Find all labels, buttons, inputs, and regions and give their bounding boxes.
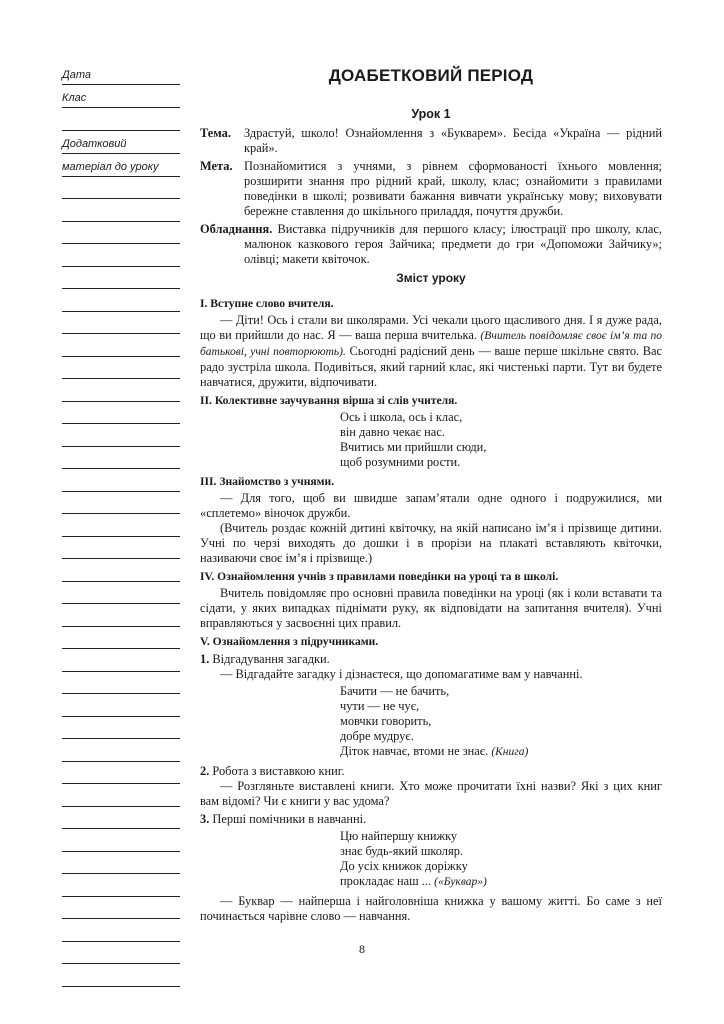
extra-material-field-2 xyxy=(62,154,180,177)
poem-line: Ось і школа, ось і клас, xyxy=(340,410,463,424)
note-line xyxy=(62,762,180,785)
primer-poem-line: До усіх книжок доріжку xyxy=(340,859,468,873)
note-line xyxy=(62,649,180,672)
primer-poem-line: знає будь-який школяр. xyxy=(340,844,463,858)
note-line xyxy=(62,694,180,717)
item-3-number: 3. xyxy=(200,812,210,826)
topic-label: Тема. xyxy=(200,126,231,140)
section-3-paragraph-2: (Вчитель роздає кожній дитині квіточку, на якій написано ім’я і прізвище дитини. Учні по черзі виходять до дошки і в прорізи на плакаті вставляють квіточки, називаючи своє ім’я і прізвище.) xyxy=(200,521,662,565)
primer-poem-line xyxy=(340,874,662,890)
note-line xyxy=(62,267,180,290)
note-line xyxy=(62,874,180,897)
item-1-number: 1. xyxy=(200,652,210,666)
class-label: Клас xyxy=(62,92,87,104)
note-line xyxy=(62,424,180,447)
primer-poem-answer: («Буквар») xyxy=(434,876,487,888)
item-3 xyxy=(200,812,662,827)
note-line xyxy=(62,537,180,560)
section-3-paragraph-1: — Для того, щоб ви швидше запам’ятали одне одного і подружилися, ми «сплетемо» віночок дружби. xyxy=(200,491,662,520)
equipment-row xyxy=(200,222,662,267)
item-1-text: Відгадування загадки. xyxy=(209,652,330,666)
section-4-heading: IV. Ознайомлення учнів з правилами поведінки на уроці та в школі. xyxy=(200,570,559,583)
note-line xyxy=(62,672,180,695)
item-2-number: 2. xyxy=(200,764,210,778)
riddle-line: Бачити — не бачить, xyxy=(340,684,450,698)
note-line xyxy=(62,199,180,222)
note-line xyxy=(62,289,180,312)
note-line xyxy=(62,829,180,852)
note-line xyxy=(62,739,180,762)
note-line xyxy=(62,919,180,942)
topic-row xyxy=(200,126,662,156)
date-field xyxy=(62,62,180,85)
note-line xyxy=(62,402,180,425)
primer-poem xyxy=(340,829,662,890)
item-2 xyxy=(200,764,662,779)
notes-sidebar xyxy=(62,62,180,987)
lesson-content xyxy=(200,62,662,924)
blank-line xyxy=(62,108,180,131)
primer-poem-last-line: прокладає наш ... xyxy=(340,874,435,888)
date-label: Дата xyxy=(62,69,92,81)
riddle-line xyxy=(340,744,662,760)
riddle-poem xyxy=(340,684,662,760)
extra-material-label-2: матеріал до уроку xyxy=(62,160,159,173)
section-4-paragraph: Вчитель повідомляє про основні правила поведінки на уроці (як і коли вставати та сідати, у яких випадках піднімати руку, як відповідати на запитання вчителя). Учні вправляються у засвоєнні цих правил. xyxy=(200,586,662,630)
note-line xyxy=(62,244,180,267)
note-line xyxy=(62,717,180,740)
content-title: Зміст уроку xyxy=(396,271,466,285)
riddle-line: мовчки говорить, xyxy=(340,714,432,728)
final-paragraph: — Буквар — найперша і найголовніша книжка у вашому житті. Бо саме з неї починається чарівне слово — навчання. xyxy=(200,894,662,923)
item-1 xyxy=(200,652,662,667)
section-3-heading: ІІІ. Знайомство з учнями. xyxy=(200,475,335,488)
goal-label: Мета. xyxy=(200,159,233,173)
section-1-stage-direction: (Вчитель повідомляє своє ім’я та по батькові, учні повторюють). xyxy=(200,330,662,358)
goal-row xyxy=(200,159,662,219)
note-line xyxy=(62,334,180,357)
equipment-text: Виставка підручників для першого класу; ілюстрації про школу, клас, малюнок казкового героя Зайчика; предмети до гри «Допоможи Зайчику»; олівці; макети квіточок. xyxy=(244,222,662,266)
riddle-last-line: Діток навчає, втоми не знає. xyxy=(340,744,492,758)
note-line xyxy=(62,514,180,537)
item-2-paragraph: — Розгляньте виставлені книги. Хто може прочитати їхні назви? Які з цих книг вам відомі? Чи є книги у вас удома? xyxy=(200,779,662,808)
equipment-label: Обладнання. xyxy=(200,222,273,236)
note-line xyxy=(62,469,180,492)
poem-line: він давно чекає нас. xyxy=(340,425,445,439)
note-line xyxy=(62,582,180,605)
note-line xyxy=(62,357,180,380)
note-line xyxy=(62,222,180,245)
note-line xyxy=(62,852,180,875)
note-line xyxy=(62,177,180,200)
sidebar-note-lines xyxy=(62,177,180,987)
extra-material-field-1 xyxy=(62,131,180,154)
note-line xyxy=(62,312,180,335)
riddle-line: чути — не чує, xyxy=(340,699,420,713)
item-1-paragraph: — Відгадайте загадку і дізнаєтеся, що допомагатиме вам у навчанні. xyxy=(220,667,583,681)
note-line xyxy=(62,627,180,650)
page-number: 8 xyxy=(359,942,365,956)
section-1-paragraph xyxy=(200,313,662,390)
note-line xyxy=(62,964,180,987)
item-3-text: Перші помічники в навчанні. xyxy=(209,812,367,826)
note-line xyxy=(62,379,180,402)
section-2-heading: ІІ. Колективне заучування вірша зі слів учителя. xyxy=(200,394,458,407)
section-5-heading: V. Ознайомлення з підручниками. xyxy=(200,635,379,648)
page-title: ДОАБЕТКОВИЙ ПЕРІОД xyxy=(328,66,534,85)
poem-line: щоб розумними рости. xyxy=(340,455,461,469)
school-poem xyxy=(340,410,662,470)
lesson-number: Урок 1 xyxy=(411,107,451,121)
topic-text: Здрастуй, школо! Ознайомлення з «Букварем». Бесіда «Україна — рідний край». xyxy=(244,126,662,155)
note-line xyxy=(62,559,180,582)
item-2-text: Робота з виставкою книг. xyxy=(209,764,345,778)
goal-text: Познайомитися з учнями, з рівнем сформованості їхнього мовлення; розширити знання про рідний край, школу, клас; ознайомити з правилами поведінки в школі; розвивати бажання вивчати українську мову; виховувати бережне ставлення до шкільного приладдя, почуття дружби. xyxy=(244,159,662,218)
riddle-answer: (Книга) xyxy=(491,746,529,758)
extra-material-label-1: Додатковий xyxy=(62,137,127,150)
class-field xyxy=(62,85,180,108)
riddle-line: добре мудрує. xyxy=(340,729,414,743)
primer-poem-line: Цю найпершу книжку xyxy=(340,829,458,843)
note-line xyxy=(62,807,180,830)
note-line xyxy=(62,447,180,470)
poem-line: Вчитись ми прийшли сюди, xyxy=(340,440,487,454)
note-line xyxy=(62,897,180,920)
note-line xyxy=(62,784,180,807)
section-1-heading: І. Вступне слово вчителя. xyxy=(200,297,334,310)
note-line xyxy=(62,604,180,627)
note-line xyxy=(62,492,180,515)
section-1-text-b: Сьогодні радісний день — ваше перше шкільне свято. Вас радо зустріла школа. Подивіться, який гарний клас, які чистенькі парти. Тут ви будете навчатися, дружити, відпочивати. xyxy=(200,344,663,389)
section-1-text-a: — Діти! Ось і стали ви школярами. Усі чекали цього щасливого дня. І я дуже рада, що ви прийшли до нас. Я — ваша перша вчителька. xyxy=(200,313,662,342)
